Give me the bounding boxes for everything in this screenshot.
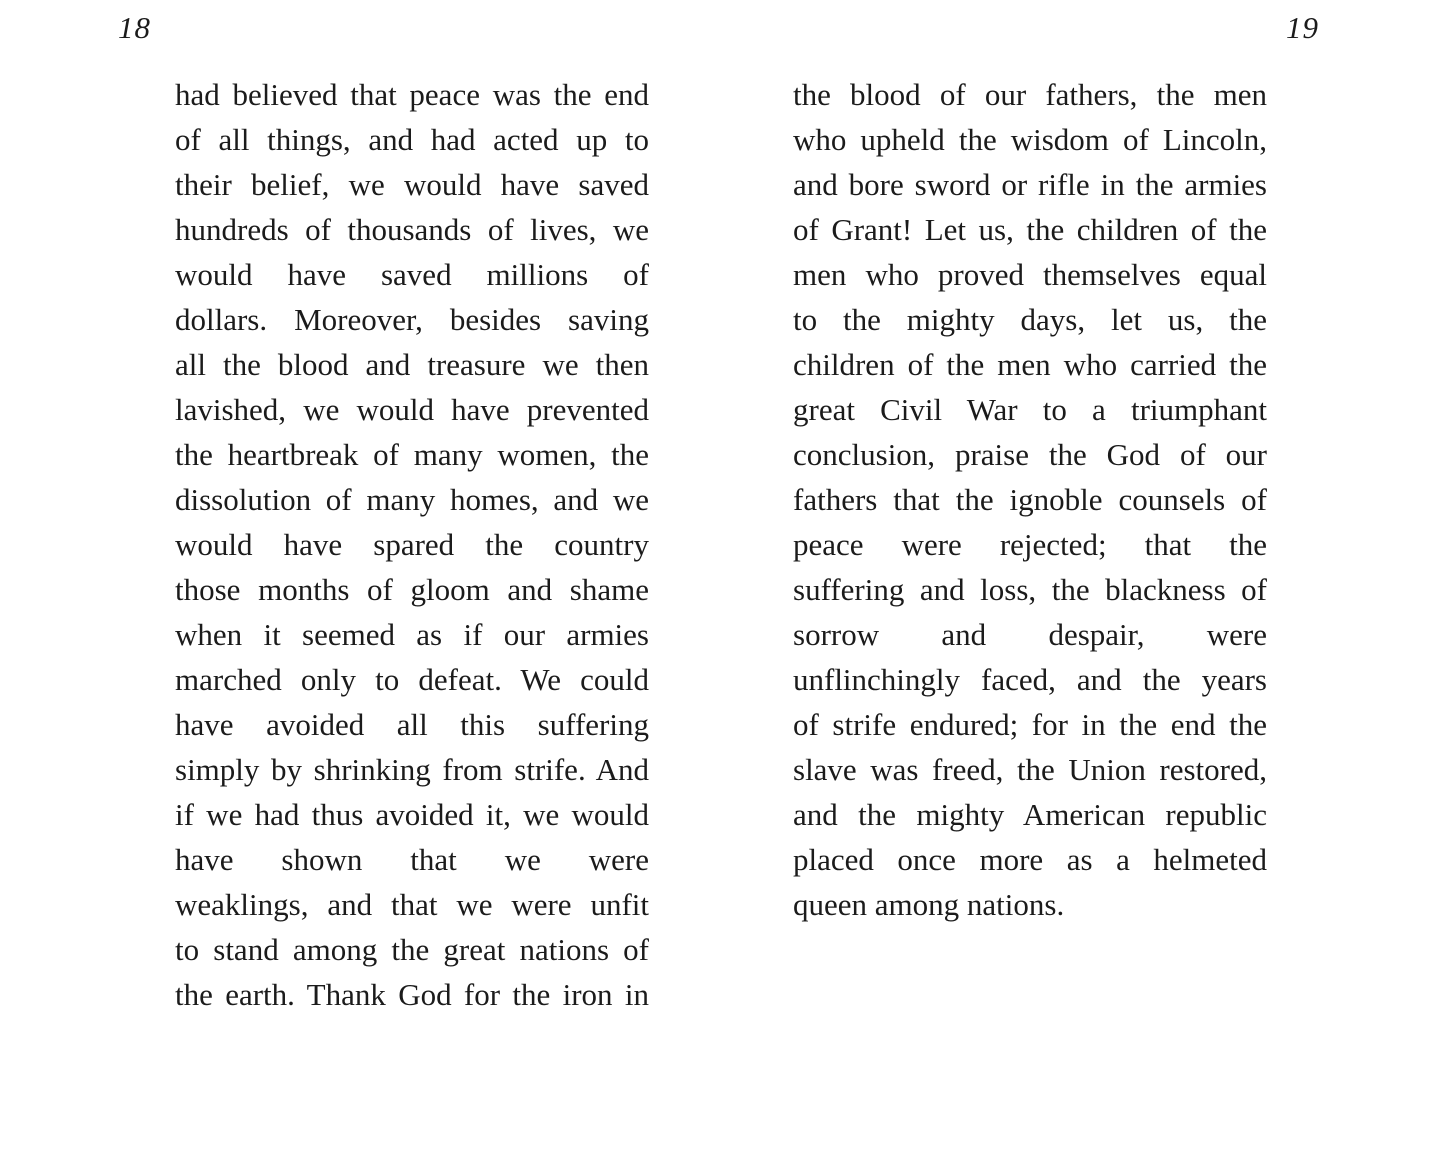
text-line: weaklings, and that we were unfit bbox=[175, 887, 649, 922]
text-line: dollars. Moreover, besides saving bbox=[175, 302, 649, 337]
text-line: of strife endured; for in the end the bbox=[793, 707, 1267, 742]
text-line: the blood of our fathers, the men bbox=[793, 77, 1267, 112]
text-line: all the blood and treasure we then bbox=[175, 347, 649, 382]
text-line: who upheld the wisdom of Lincoln, bbox=[793, 122, 1267, 157]
text-line: unflinchingly faced, and the years bbox=[793, 662, 1267, 697]
text-line: would have saved millions of bbox=[175, 257, 649, 292]
text-line: fathers that the ignoble counsels of bbox=[793, 482, 1267, 517]
text-line: slave was freed, the Union restored, bbox=[793, 752, 1267, 787]
text-line: the heartbreak of many women, the bbox=[175, 437, 649, 472]
page-number-right: 19 bbox=[1286, 10, 1319, 45]
text-line: when it seemed as if our armies bbox=[175, 617, 649, 652]
left-page-text-block bbox=[175, 72, 649, 1017]
text-line: conclusion, praise the God of our bbox=[793, 437, 1267, 472]
text-line: would have spared the country bbox=[175, 527, 649, 562]
page-number-left: 18 bbox=[118, 10, 151, 45]
text-line: marched only to defeat. We could bbox=[175, 662, 649, 697]
text-line: have shown that we were bbox=[175, 842, 649, 877]
text-line: to the mighty days, let us, the bbox=[793, 302, 1267, 337]
text-line: and the mighty American republic bbox=[793, 797, 1267, 832]
text-line: had believed that peace was the end bbox=[175, 77, 649, 112]
text-line: lavished, we would have prevented bbox=[175, 392, 649, 427]
text-line: their belief, we would have saved bbox=[175, 167, 649, 202]
text-line: to stand among the great nations of bbox=[175, 932, 649, 967]
right-page-text-block bbox=[793, 72, 1267, 927]
text-line: suffering and loss, the blackness of bbox=[793, 572, 1267, 607]
text-line: placed once more as a helmeted bbox=[793, 842, 1267, 877]
text-line: the earth. Thank God for the iron in bbox=[175, 977, 649, 1012]
text-line: if we had thus avoided it, we would bbox=[175, 797, 649, 832]
text-line: dissolution of many homes, and we bbox=[175, 482, 649, 517]
text-line: queen among nations. bbox=[793, 887, 1065, 922]
text-line: men who proved themselves equal bbox=[793, 257, 1267, 292]
text-line: and bore sword or rifle in the armies bbox=[793, 167, 1267, 202]
text-line: great Civil War to a triumphant bbox=[793, 392, 1267, 427]
text-line: of Grant! Let us, the children of the bbox=[793, 212, 1267, 247]
text-line: peace were rejected; that the bbox=[793, 527, 1267, 562]
text-line: of all things, and had acted up to bbox=[175, 122, 649, 157]
text-line: those months of gloom and shame bbox=[175, 572, 649, 607]
text-line: sorrow and despair, were bbox=[793, 617, 1267, 652]
text-line: hundreds of thousands of lives, we bbox=[175, 212, 649, 247]
text-line: have avoided all this suffering bbox=[175, 707, 649, 742]
text-line: simply by shrinking from strife. And bbox=[175, 752, 649, 787]
text-line: children of the men who carried the bbox=[793, 347, 1267, 382]
